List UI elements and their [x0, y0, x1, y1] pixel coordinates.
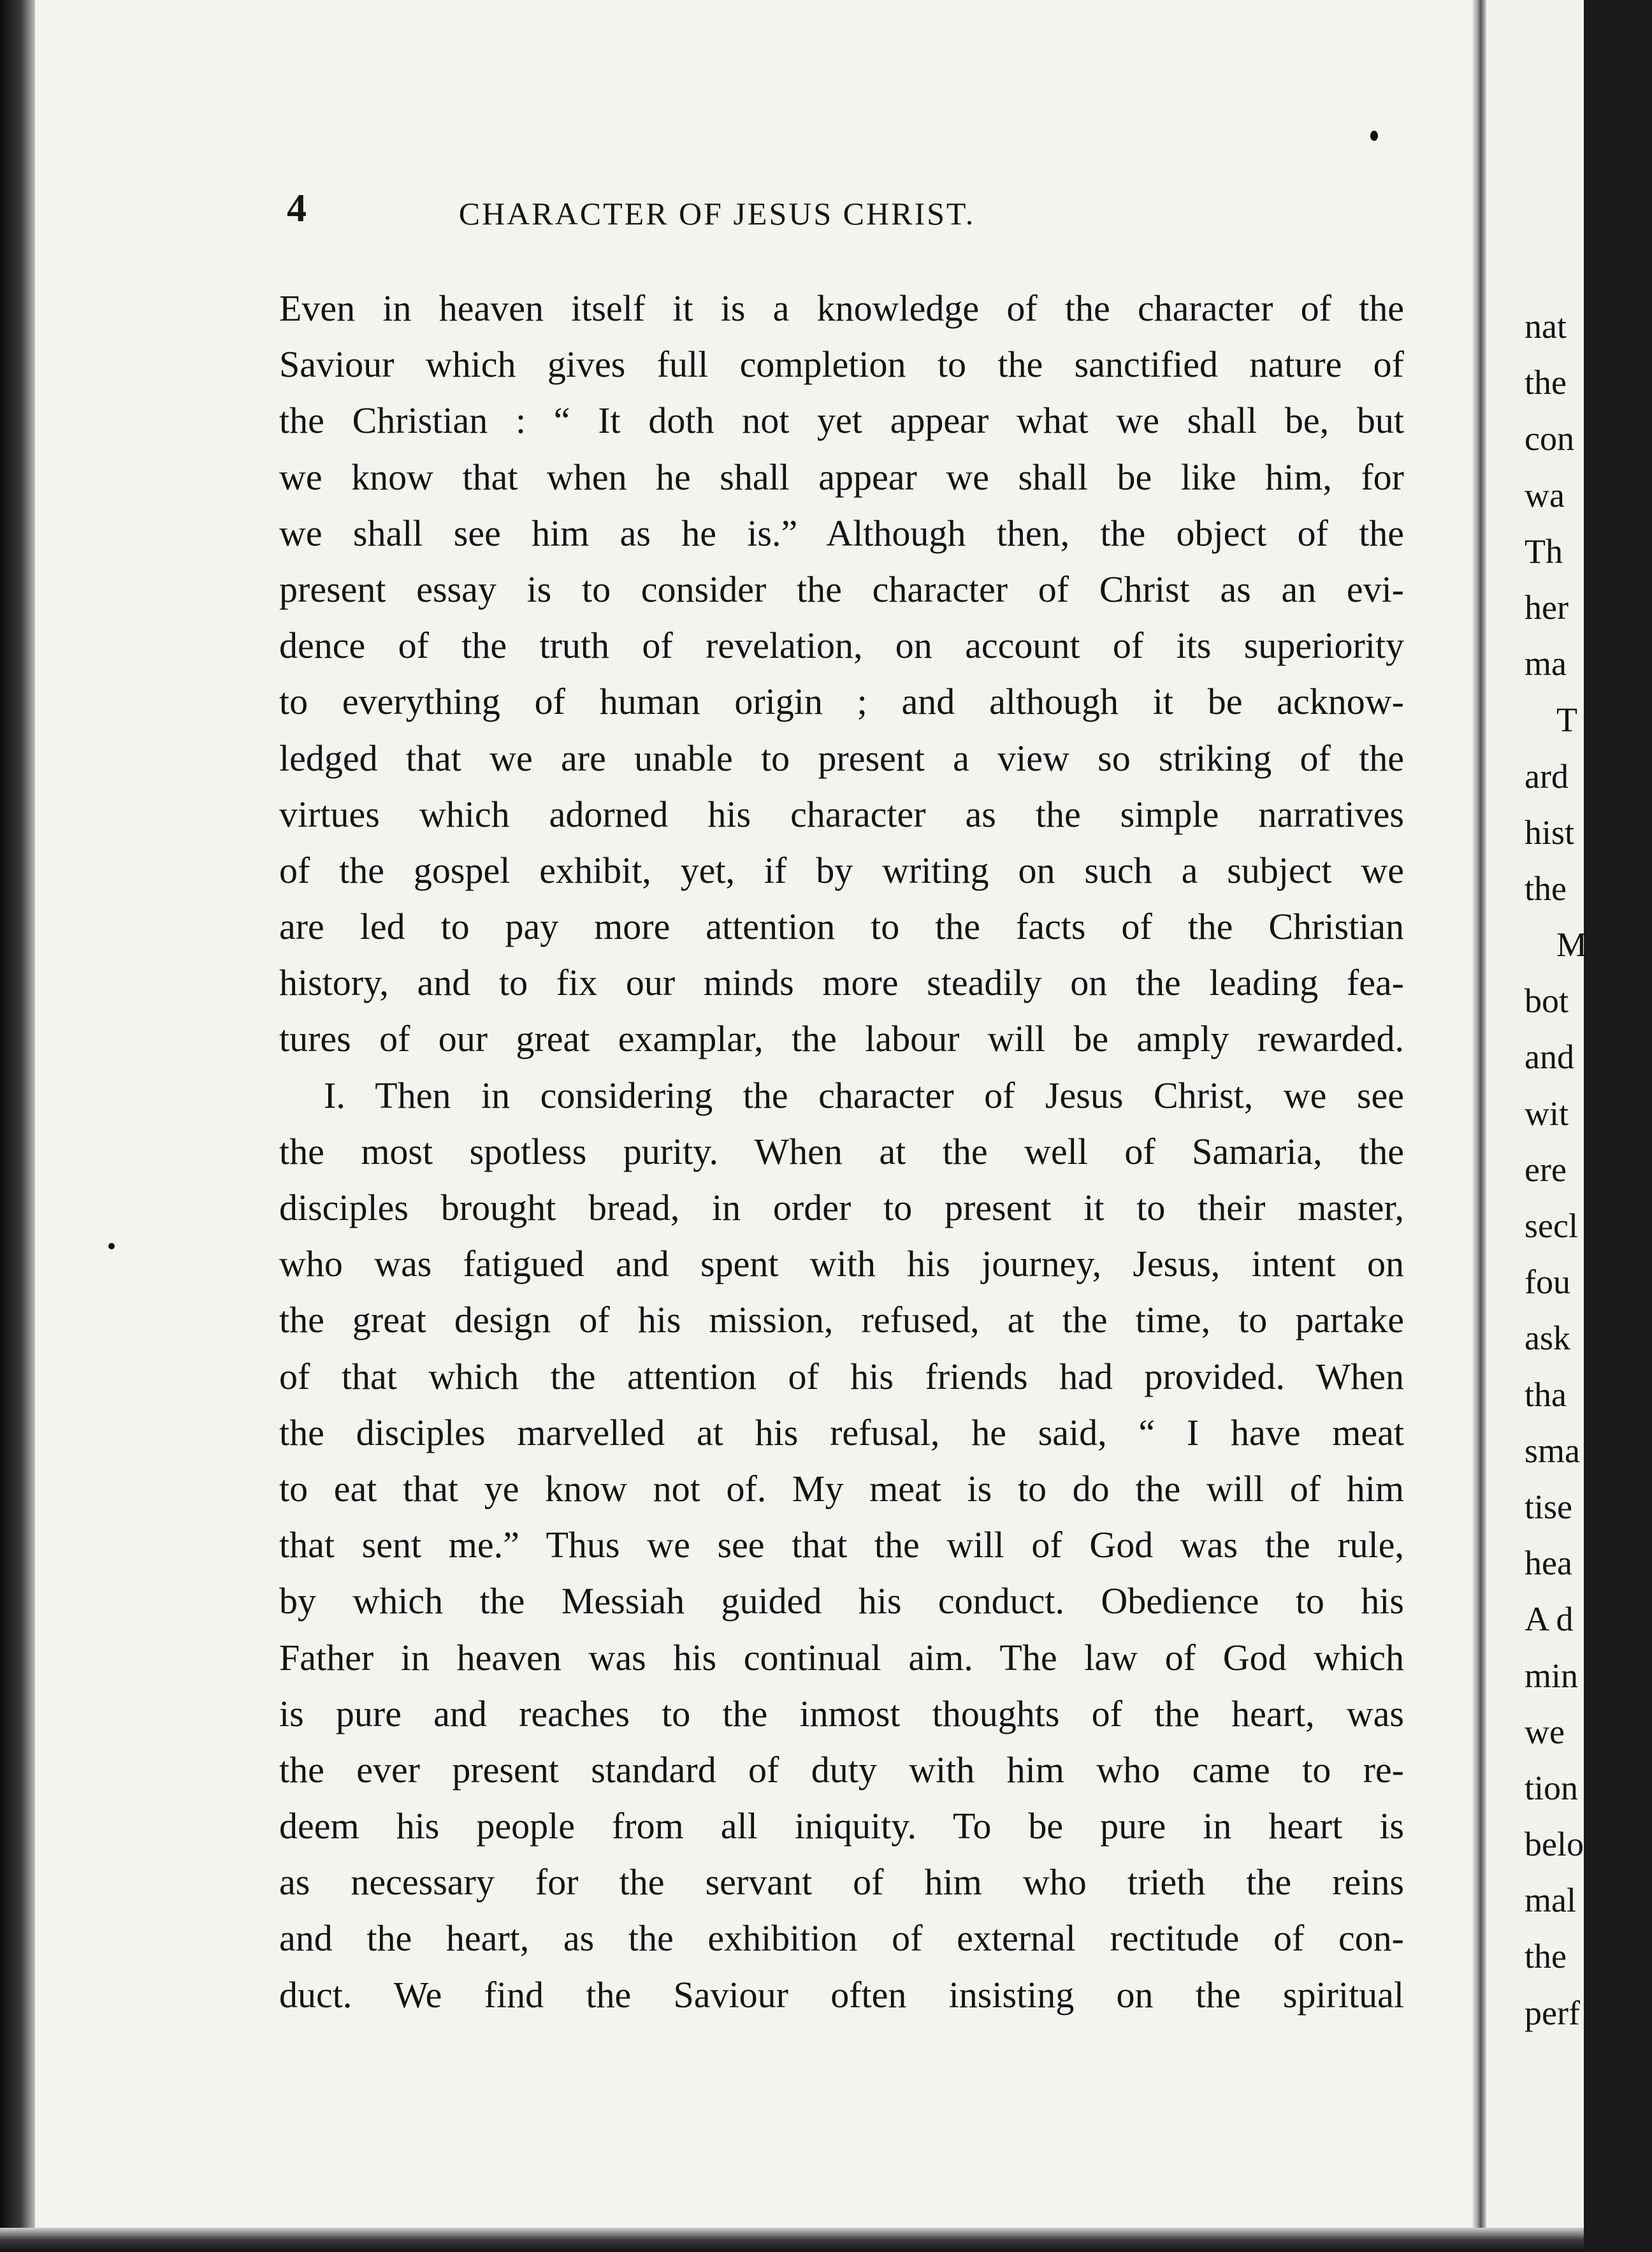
facing-line: the — [1525, 363, 1567, 402]
facing-line: bot — [1525, 982, 1569, 1021]
text-line: that sent me.” Thus we see that the will of God was the rule, — [279, 1524, 1404, 1566]
text-line: is pure and reaches to the inmost thoughts of the heart, was — [279, 1692, 1404, 1734]
facing-line: the — [1525, 869, 1567, 908]
text-line: to eat that ye know not of. My meat is to do the will of him — [279, 1467, 1404, 1509]
text-line: Even in heaven itself it is a knowledge of the character of the — [279, 287, 1404, 329]
facing-line: min — [1525, 1656, 1579, 1695]
facing-line: hist — [1525, 813, 1575, 852]
text-line: the ever present standard of duty with him who came to re- — [279, 1748, 1404, 1791]
text-line: by which the Messiah guided his conduct. Obedience to his — [279, 1580, 1404, 1622]
facing-line: and — [1525, 1038, 1574, 1077]
facing-line: tise — [1525, 1487, 1572, 1526]
facing-line: fou — [1525, 1263, 1570, 1302]
text-line: who was fatigued and spent with his journey, Jesus, intent on — [279, 1243, 1404, 1285]
facing-line: her — [1525, 588, 1569, 627]
text-line: we know that when he shall appear we shall be like him, for — [279, 456, 1404, 498]
facing-line: ma — [1525, 644, 1567, 683]
text-line: Saviour which gives full completion to the sanctified nature of — [279, 344, 1404, 386]
text-line: ledged that we are unable to present a view so striking of the — [279, 737, 1404, 779]
facing-page-text — [1525, 298, 1652, 2041]
text-line: duct. We find the Saviour often insisting on the spiritual — [279, 1973, 1404, 2016]
facing-line: sma — [1525, 1431, 1580, 1470]
facing-line: we — [1525, 1712, 1565, 1751]
text-line: the Christian : “ It doth not yet appear what we shall be, but — [279, 400, 1404, 442]
facing-line: the — [1525, 1937, 1567, 1976]
facing-line: belo — [1525, 1825, 1584, 1864]
text-line: tures of our great examplar, the labour will be amply rewarded. — [279, 1018, 1404, 1060]
facing-line: hea — [1525, 1544, 1572, 1583]
text-line: deem his people from all iniquity. To be pure in heart is — [279, 1805, 1404, 1847]
text-line: the great design of his mission, refused, at the time, to partake — [279, 1299, 1404, 1341]
text-line: history, and to fix our minds more steadily on the leading fea- — [279, 962, 1404, 1004]
facing-line: secl — [1525, 1207, 1578, 1245]
facing-line: ere — [1525, 1150, 1567, 1189]
facing-line: ard — [1525, 757, 1569, 795]
facing-line: wa — [1525, 476, 1565, 514]
text-line: present essay is to consider the character of Christ as an evi- — [279, 568, 1404, 610]
text-line: and the heart, as the exhibition of external rectitude of con- — [279, 1917, 1404, 1959]
facing-line: tion — [1525, 1768, 1579, 1807]
body-text — [279, 280, 1404, 2023]
text-line: I. Then in considering the character of Jesus Christ, we see — [324, 1074, 1404, 1116]
facing-line: con — [1525, 419, 1574, 458]
text-line: dence of the truth of revelation, on account of its superiority — [279, 625, 1404, 667]
book-gutter — [1472, 0, 1486, 2252]
speck-top — [1370, 131, 1378, 141]
text-line: Father in heaven was his continual aim. The law of God which — [279, 1636, 1404, 1678]
page-number: 4 — [287, 187, 307, 230]
text-line: as necessary for the servant of him who trieth the reins — [279, 1861, 1404, 1903]
facing-line: M — [1556, 926, 1588, 964]
text-line: the disciples marvelled at his refusal, he said, “ I have meat — [279, 1411, 1404, 1453]
left-scan-edge — [0, 0, 35, 2252]
bottom-scan-edge — [0, 2228, 1584, 2252]
facing-line: wit — [1525, 1094, 1569, 1133]
text-line: virtues which adorned his character as the simple narratives — [279, 793, 1404, 835]
text-line: of the gospel exhibit, yet, if by writing on such a subject we — [279, 849, 1404, 891]
text-line: the most spotless purity. When at the well of Samaria, the — [279, 1130, 1404, 1172]
text-line: are led to pay more attention to the facts of the Christian — [279, 906, 1404, 948]
facing-line: tha — [1525, 1375, 1567, 1414]
facing-line: T — [1556, 701, 1577, 739]
speck-margin — [108, 1243, 115, 1249]
running-title: CHARACTER OF JESUS CHRIST. — [458, 196, 976, 231]
facing-line: Th — [1525, 532, 1563, 570]
facing-line: A d — [1525, 1600, 1574, 1639]
text-line: to everything of human origin ; and although it be acknow- — [279, 681, 1404, 723]
facing-line: ask — [1525, 1319, 1570, 1358]
text-line: disciples brought bread, in order to present it to their master, — [279, 1187, 1404, 1228]
facing-line: nat — [1525, 307, 1567, 345]
facing-line: mal — [1525, 1881, 1576, 1920]
facing-line: perf — [1525, 1993, 1580, 2032]
text-line: we shall see him as he is.” Although then, the object of the — [279, 512, 1404, 554]
text-line: of that which the attention of his friends had provided. When — [279, 1355, 1404, 1397]
